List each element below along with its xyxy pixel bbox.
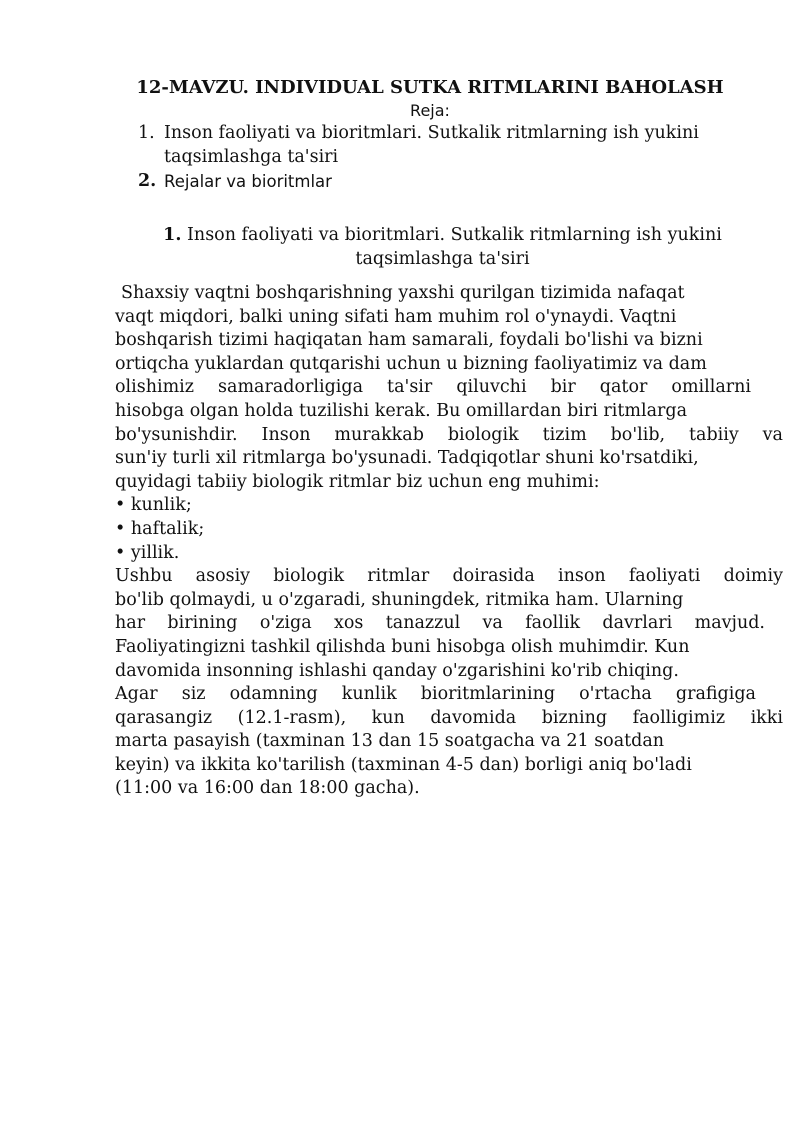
paragraph-line: qarasangiz (12.1-rasm), kun davomida bizning faolligimiz ikki — [115, 707, 783, 728]
paragraph-line: Faoliyatingizni tashkil qilishda buni hisobga olish muhimdir. Kun — [115, 636, 690, 657]
plan-item-1 — [138, 122, 758, 169]
list-item: • yillik. — [115, 542, 180, 563]
paragraph-line: boshqarish tizimi haqiqatan ham samarali, foydali bo'lishi va bizni — [115, 330, 703, 351]
paragraph-2 — [115, 565, 783, 683]
paragraph-line: keyin) va ikkita ko'tarilish (taxminan 4-5 dan) borligi aniq bo'ladi — [115, 754, 692, 775]
paragraph-line: davomida insonning ishlashi qanday o'zgarishini ko'rib chiqing. — [115, 660, 679, 681]
paragraph-line: Ushbu asosiy biologik ritmlar doirasida inson faoliyati doimiy — [115, 566, 783, 587]
paragraph-line: sun'iy turli xil ritmlarga bo'ysunadi. Tadqiqotlar shuni ko'rsatdiki, — [115, 448, 699, 469]
paragraph-line: quyidagi tabiiy biologik ritmlar biz uchun eng muhimi: — [115, 471, 600, 492]
plan-item-text: taqsimlashga ta'siri — [164, 146, 339, 167]
paragraph-line: marta pasayish (taxminan 13 dan 15 soatgacha va 21 soatdan — [115, 731, 665, 752]
paragraph-line: Agar siz odamning kunlik bioritmlarining o'rtacha grafigiga — [115, 684, 756, 705]
paragraph-1 — [115, 282, 783, 494]
list-item: • kunlik; — [115, 495, 192, 516]
document-title: 12-MAVZU. INDIVIDUAL SUTKA RITMLARINI BAHOLASH — [136, 77, 724, 98]
paragraph-line: har birining o'ziga xos tanazzul va faollik davrlari mavjud. — [115, 613, 765, 634]
plan-item-number: 2. — [138, 171, 157, 191]
body-text — [115, 282, 783, 801]
plan-item-text: Inson faoliyati va bioritmlari. Sutkalik ritmlarning ish yukini — [164, 123, 699, 143]
paragraph-line: bo'ysunishdir. Inson murakkab biologik tizim bo'lib, tabiiy va — [115, 424, 783, 445]
plan-item-2 — [138, 170, 758, 195]
list-item: • haftalik; — [115, 518, 205, 539]
section-heading — [0, 224, 800, 271]
section-heading-line — [0, 224, 800, 248]
paragraph-line: Shaxsiy vaqtni boshqarishning yaxshi qurilgan tizimida nafaqat — [121, 283, 685, 303]
section-number: 1. — [163, 225, 182, 245]
plan-item-text: Rejalar va bioritmlar — [164, 172, 332, 191]
paragraph-line: vaqt miqdori, balki uning sifati ham muhim rol o'ynaydi. Vaqtni — [115, 306, 677, 327]
plan-list — [138, 122, 758, 195]
paragraph-3 — [115, 683, 783, 801]
section-title: Inson faoliyati va bioritmlari. Sutkalik ritmlarning ish yukini — [187, 225, 722, 245]
paragraph-line: hisobga olgan holda tuzilishi kerak. Bu omillardan biri ritmlarga — [115, 400, 688, 421]
section-heading-line: taqsimlashga ta'siri — [355, 248, 530, 269]
paragraph-line: olishimiz samaradorligiga ta'sir qiluvchi bir qator omillarni — [115, 377, 751, 398]
paragraph-line: bo'lib qolmaydi, u o'zgaradi, shuningdek, ritmika ham. Ularning — [115, 589, 684, 610]
paragraph-line: ortiqcha yuklardan qutqarishi uchun u bizning faoliyatimiz va dam — [115, 353, 707, 374]
paragraph-line: (11:00 va 16:00 dan 18:00 gacha). — [115, 778, 420, 799]
bullet-list — [115, 494, 783, 565]
plan-item-number: 1. — [138, 123, 155, 143]
plan-heading: Reja: — [410, 101, 450, 120]
